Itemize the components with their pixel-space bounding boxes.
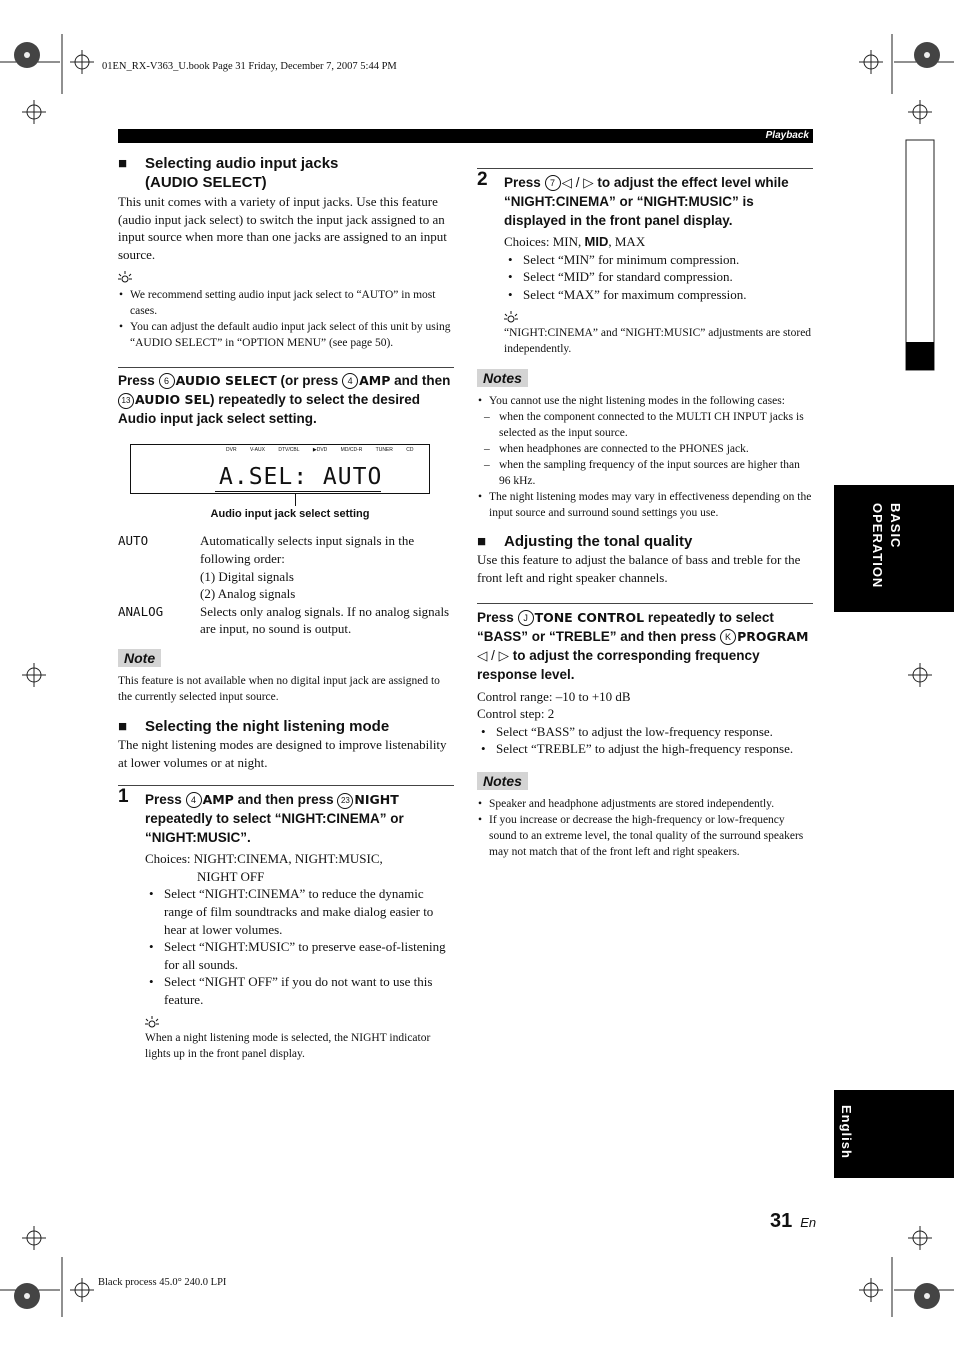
- tip-list: [118, 287, 454, 351]
- key-number-icon: 6: [159, 373, 175, 389]
- section-bar: [118, 129, 813, 143]
- key-label: AUDIO SELECT: [175, 373, 277, 389]
- side-tab-basic-operation: [834, 485, 954, 612]
- print-footer: Black process 45.0° 240.0 LPI: [98, 1277, 227, 1288]
- instruction-text: to adjust the effect level while “NIGHT:CINEMA” or “NIGHT:MUSIC” is displayed in the front panel display.: [504, 175, 789, 228]
- notes-list: [477, 796, 813, 860]
- option-desc-block: [200, 532, 454, 602]
- tip-icon: [504, 311, 813, 325]
- section-heading-audio-select: [118, 154, 454, 192]
- display-caption: Audio input jack select setting: [210, 508, 370, 521]
- page-number: [770, 1210, 816, 1233]
- instruction-audio-select: [118, 371, 454, 428]
- heading-line: Adjusting the tonal quality: [504, 533, 693, 551]
- step-number: 2: [477, 169, 488, 190]
- display-indicators: [226, 447, 414, 453]
- section-body: This unit comes with a variety of input jacks. Use this feature (audio input jack select) to switch the input jack assigned to an input source when more than one jacks are assigned to an input source.: [118, 194, 447, 262]
- step-1: [118, 786, 454, 1062]
- step-bullet: • Select “NIGHT:CINEMA” to reduce the dynamic range of film soundtracks and make dialog easier to hear at lower volumes.: [145, 885, 454, 938]
- right-column: [477, 168, 813, 860]
- notes-dash-item: – when the sampling frequency of the input sources are higher than 96 kHz.: [477, 457, 813, 489]
- control-info: [477, 688, 813, 723]
- indicator: V-AUX: [249, 447, 265, 454]
- square-bullet-icon: ■: [118, 717, 128, 735]
- step-bullet: • Select “MAX” for maximum compression.: [504, 286, 813, 304]
- tip-item: • We recommend setting audio input jack select to “AUTO” in most cases.: [118, 287, 454, 319]
- notes-dash-item: – when headphones are connected to the PHONES jack.: [477, 441, 813, 457]
- option-row-auto: [118, 532, 454, 602]
- square-bullet-icon: ■: [477, 533, 487, 551]
- choices-line: Choices: NIGHT:CINEMA, NIGHT:MUSIC,: [145, 851, 383, 867]
- tip-item: • You can adjust the default audio input jack select of this unit by using “AUDIO SELECT” in “OPTION MENU” (see page 50).: [118, 319, 454, 351]
- key-label: TONE CONTROL: [534, 609, 645, 625]
- option-row-analog: [118, 603, 454, 638]
- instruction-text: repeatedly to select “BASS” or “TREBLE” and then press: [477, 609, 774, 644]
- option-order-item: (2) Analog signals: [200, 586, 296, 602]
- note-text: This feature is not available when no digital input jack are assigned to the currently selected input source.: [118, 674, 440, 703]
- step-bullet: • Select “NIGHT:MUSIC” to preserve ease-of-listening for all sounds.: [145, 938, 454, 973]
- heading-line: (AUDIO SELECT): [145, 174, 267, 191]
- instruction-text: and then press: [237, 792, 334, 808]
- left-column: [118, 154, 454, 1062]
- control-step: Control step: 2: [477, 706, 555, 722]
- note-label: Note: [118, 649, 161, 667]
- tone-bullet: • Select “TREBLE” to adjust the high-frequency response.: [477, 740, 813, 758]
- instruction-text: Press: [504, 175, 541, 190]
- indicator: DTV/CBL: [278, 447, 300, 454]
- section-body: Use this feature to adjust the balance of bass and treble for the front left and right speaker channels.: [477, 552, 801, 585]
- notes-list: [477, 393, 813, 409]
- key-label: AUDIO SEL: [135, 392, 210, 408]
- note-label-wrap: [118, 649, 454, 668]
- indicator: ▶DVD: [312, 447, 328, 454]
- notes-item: • The night listening modes may vary in effectiveness depending on the input source and surround sound settings you use.: [477, 489, 813, 521]
- instruction-text: to adjust the corresponding frequency response level.: [477, 647, 760, 682]
- step-bullet: • Select “NIGHT OFF” if you do not want to use this feature.: [145, 973, 454, 1008]
- tip-icon: [118, 271, 454, 285]
- notes-label-wrap: [477, 369, 813, 388]
- section-body: The night listening modes are designed to improve listenability at lower volumes or at night.: [118, 736, 447, 770]
- page-number-value: 31: [770, 1210, 793, 1232]
- indicator: CD: [406, 447, 414, 454]
- instruction-text: (or press: [280, 373, 339, 389]
- key-number-icon: 4: [342, 373, 358, 389]
- step-instruction: [504, 173, 813, 230]
- key-number-icon: 13: [118, 393, 134, 409]
- step-instruction: [145, 790, 454, 847]
- step-bullet: • Select “MIN” for minimum compression.: [504, 251, 813, 269]
- square-bullet-icon: ■: [118, 155, 128, 172]
- option-desc: Selects only analog signals. If no analog signals are input, no sound is output.: [200, 603, 450, 637]
- side-tab-english: [834, 1090, 954, 1178]
- key-number-icon: J: [518, 610, 534, 626]
- instruction-text: repeatedly to select “NIGHT:CINEMA” or “NIGHT:MUSIC”.: [145, 811, 404, 846]
- option-term: ANALOG: [118, 603, 164, 619]
- tone-bullet: • Select “BASS” to adjust the low-frequency response.: [477, 723, 813, 741]
- notes-dash-list: [477, 409, 813, 489]
- print-header: 01EN_RX-V363_U.book Page 31 Friday, December 7, 2007 5:44 PM: [102, 61, 397, 72]
- key-number-icon: 7: [545, 175, 561, 191]
- instruction-text: Press: [118, 373, 155, 389]
- notes-list: [477, 489, 813, 521]
- key-label: PROGRAM: [737, 628, 809, 644]
- tip-text: When a night listening mode is selected, the NIGHT indicator lights up in the front panel display.: [145, 1032, 431, 1061]
- control-range: Control range: –10 to +10 dB: [477, 688, 631, 704]
- step-bullet: • Select “MID” for standard compression.: [504, 268, 813, 286]
- choices-line: NIGHT OFF: [197, 868, 265, 884]
- option-term: AUTO: [118, 533, 149, 549]
- section-heading-night-mode: [118, 717, 454, 736]
- choices-text: , MAX: [608, 234, 646, 249]
- tip-icon: [145, 1016, 454, 1030]
- key-number-icon: 4: [186, 792, 202, 808]
- instruction-tone-control: [477, 608, 813, 684]
- step-number: 1: [118, 786, 129, 808]
- tone-bullets: [477, 723, 813, 758]
- divider: [477, 603, 813, 604]
- divider: [477, 168, 813, 169]
- arrow-keys-icon: ◁ / ▷: [561, 175, 594, 190]
- notes-text: You cannot use the night listening modes in the following cases:: [489, 395, 785, 408]
- key-number-icon: K: [720, 629, 736, 645]
- section-heading-tonal-quality: [477, 532, 813, 551]
- step-bullets: [145, 885, 454, 1008]
- instruction-text: Press: [477, 609, 514, 625]
- instruction-text: and then: [394, 373, 451, 389]
- option-order-item: (1) Digital signals: [200, 568, 294, 584]
- notes-item: • Speaker and headphone adjustments are stored independently.: [477, 796, 813, 812]
- indicator: DVR: [226, 447, 237, 454]
- key-number-icon: 23: [337, 793, 353, 809]
- choices: [145, 850, 454, 885]
- heading-line: Selecting the night listening mode: [145, 717, 390, 735]
- notes-night: [477, 393, 813, 521]
- side-tab-label: English: [839, 1105, 854, 1159]
- instruction-text: ) repeatedly to select the desired Audio input jack select setting.: [118, 392, 421, 427]
- choices: [504, 233, 813, 251]
- instruction-text: Press: [145, 792, 182, 808]
- notes-item: [477, 393, 813, 409]
- notes-label: Notes: [477, 369, 528, 387]
- step-2: [477, 169, 813, 357]
- indicator: MD/CD-R: [340, 447, 363, 454]
- callout-line: [295, 494, 296, 506]
- section-bar-label: Playback: [765, 130, 809, 141]
- notes-label-wrap: [477, 772, 813, 791]
- front-panel-display: [130, 444, 430, 494]
- key-label: NIGHT: [354, 792, 399, 808]
- arrow-keys-icon: ◁ / ▷: [477, 647, 510, 663]
- option-desc: Automatically selects input signals in the following order:: [200, 533, 415, 566]
- notes-label: Notes: [477, 772, 528, 790]
- notes-item: • If you increase or decrease the high-frequency or low-frequency sound to an extreme level, the tonal quality of the surround speakers may not match that of the front left and right speakers.: [477, 812, 813, 860]
- key-label: AMP: [202, 792, 234, 808]
- tip-text: “NIGHT:CINEMA” and “NIGHT:MUSIC” adjustments are stored independently.: [504, 327, 812, 356]
- divider: [118, 367, 454, 368]
- divider: [118, 785, 454, 786]
- choices-text: Choices: MIN,: [504, 234, 582, 249]
- heading-line: Selecting audio input jacks: [145, 155, 339, 172]
- step-bullets: [504, 251, 813, 304]
- notes-dash-item: – when the component connected to the MULTI CH INPUT jacks is selected as the input source.: [477, 409, 813, 441]
- indicator: TUNER: [375, 447, 393, 454]
- display-underline: [215, 491, 381, 492]
- page-number-lang: En: [800, 1215, 817, 1230]
- side-tab-label: BASIC OPERATION: [870, 503, 903, 589]
- choices-default: MID: [584, 234, 609, 249]
- key-label: AMP: [359, 373, 391, 389]
- display-text: A.SEL: AUTO: [219, 464, 383, 491]
